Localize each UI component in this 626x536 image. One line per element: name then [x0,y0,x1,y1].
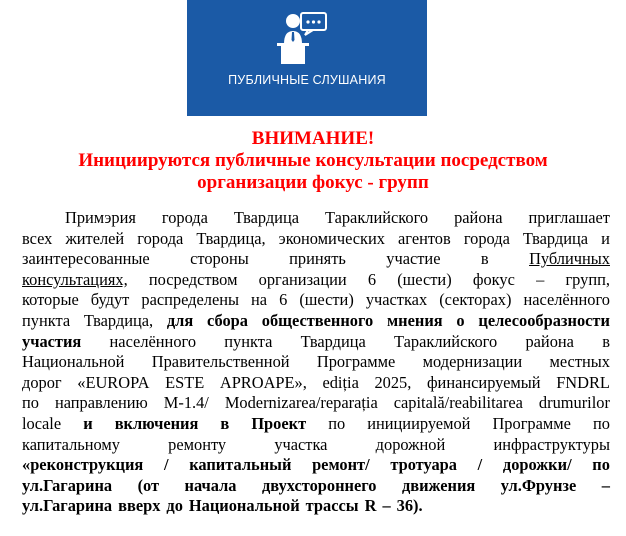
word: которые [22,290,79,310]
body-line [22,311,610,332]
word: капитальному [22,434,120,454]
word: общественного [261,310,374,330]
word: агентов [398,228,451,248]
word: целесообразности [478,310,610,330]
word: 6 [367,269,377,289]
word: капитальный [189,455,292,475]
word: Проект [251,413,307,433]
word: финансируемый [426,372,541,392]
word: на [251,290,268,310]
word: Примэрия [65,208,136,227]
logo-caption: ПУБЛИЧНЫЕ СЛУШАНИЯ [228,73,386,87]
word: Программе [316,352,396,372]
word: Национальной [188,496,300,516]
public-consultations-link-text: Публичных [529,249,610,269]
word: о [456,310,465,330]
word: фокус [472,269,515,289]
announcement-body [22,208,610,517]
body-line [22,476,610,497]
word: 2025, [374,372,412,392]
word: мнения [387,310,443,330]
word: экономических [278,228,385,248]
word: / [477,455,483,475]
body-line [22,229,610,250]
word: движения [401,475,476,495]
word: в [480,249,489,269]
word: ediția [322,372,359,392]
word: по [22,393,39,413]
word: R [364,496,377,516]
word: в [220,413,230,433]
word: дорожки/ [502,455,572,475]
word: инфраструктуры [493,434,610,454]
word: и [601,228,610,248]
word: 36). [396,496,423,516]
word: двухстороннего [261,475,377,495]
word: (шести) [299,290,354,310]
word: организации [258,269,347,289]
word: местных [549,352,610,372]
word: APROAPE», [219,372,307,392]
body-line [22,414,610,435]
word: – [382,496,391,516]
body-line [22,496,610,517]
word: города [463,228,510,248]
word: ESTE [165,372,205,392]
word: для [166,310,194,330]
word: района [454,208,503,227]
word: по [592,413,610,433]
word: сбора [207,310,248,330]
word: Твардица [233,208,300,227]
headline-attention: ВНИМАНИЕ! [251,128,375,149]
word: пункта [224,331,273,351]
word: 6 [279,290,288,310]
word: FNDRL [556,372,610,392]
word: – [601,475,610,495]
word: Тараклийского [394,331,498,351]
body-line [22,249,610,270]
public-hearings-logo [187,0,427,116]
word: drumurilor [538,393,610,413]
word: Твардица, [196,228,266,248]
word: Национальной [22,352,125,372]
word: ул.Гагарина [22,475,113,495]
word: принять [289,249,346,269]
word: до [166,496,183,516]
word: дорожной [375,434,446,454]
word: locale [22,413,62,433]
word: Твардица [522,228,589,248]
word: дорог [22,372,62,392]
word: города [137,228,184,248]
word: направлению [54,393,148,413]
word: инициируемой [367,413,471,433]
word: участия [22,331,82,351]
word: населённого [109,331,197,351]
word: тротуара [390,455,457,475]
word: стороны [190,249,249,269]
body-line [22,435,610,456]
word: «реконструкция [22,455,144,475]
word: модернизации [422,352,523,372]
word: групп, [565,269,610,289]
word: «EUROPA [77,372,150,392]
word: трассы [305,496,359,516]
word: заинтересованные [22,249,150,269]
word: пункта [22,310,71,330]
word: и [83,413,93,433]
word: приглашает [528,208,610,227]
word: М-1.4/ [163,393,209,413]
headline-line-3: организации фокус - групп [197,172,429,193]
body-line [22,455,610,476]
word: включения [114,413,199,433]
speaker-at-podium-icon [187,0,427,116]
body-line [22,352,610,373]
body-line [22,290,610,311]
word: будут [90,290,130,310]
word: района [525,331,574,351]
word: ул.Фрунзе [500,475,577,495]
word: Тараклийского [324,208,429,227]
word: города [161,208,208,227]
public-consultations-link-text: консультациях, [22,269,128,289]
word: ул.Гагарина [22,496,113,516]
word: ремонту [168,434,227,454]
word: Твардица, [83,310,154,330]
word: участках [365,290,428,310]
word: участие [386,249,441,269]
word: / [163,455,169,475]
word: всех [22,228,53,248]
word: населённого [523,290,610,310]
word: участка [274,434,328,454]
body-line [22,373,610,394]
body-line [22,393,610,414]
word: (от [137,475,160,495]
word: по [328,413,346,433]
notice-headline [0,128,626,194]
word: Modernizarea/reparația [224,393,378,413]
word: в [602,331,610,351]
body-line [22,270,610,291]
word: – [536,269,545,289]
word: Твардица [300,331,366,351]
word: вверх [118,496,161,516]
word: распределены [141,290,239,310]
word: ремонт/ [312,455,370,475]
word: Программе [492,413,571,433]
body-line [22,208,610,229]
body-line [22,332,610,353]
headline-line-2: Инициируются публичные консультации посредством [78,150,548,171]
word: начала [184,475,237,495]
word: по [592,455,610,475]
word: Правительственной [151,352,290,372]
word: (шести) [397,269,452,289]
word: жителей [65,228,125,248]
word: посредством [148,269,238,289]
word: capitală/reabilitarea [393,393,523,413]
word: (секторах) [439,290,512,310]
